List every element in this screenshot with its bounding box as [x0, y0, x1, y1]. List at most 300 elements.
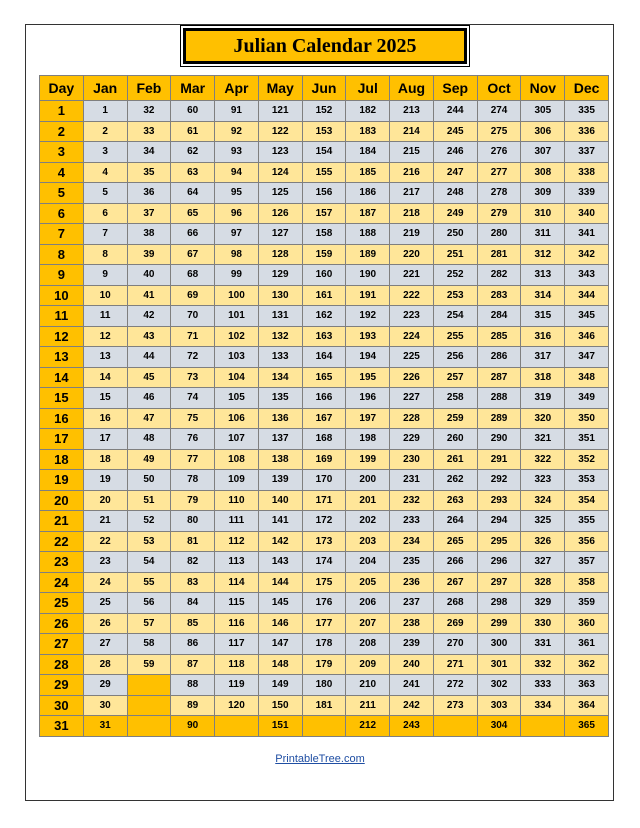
julian-day-cell: 74 — [171, 388, 215, 409]
julian-day-cell: 31 — [83, 716, 127, 737]
julian-day-cell: 47 — [127, 408, 171, 429]
julian-day-cell: 132 — [258, 326, 302, 347]
julian-day-cell: 235 — [390, 552, 434, 573]
julian-day-cell: 92 — [215, 121, 259, 142]
julian-day-cell: 320 — [521, 408, 565, 429]
footer-link[interactable]: PrintableTree.com — [275, 753, 365, 765]
julian-day-cell: 278 — [477, 183, 521, 204]
julian-day-cell: 18 — [83, 449, 127, 470]
julian-day-cell: 115 — [215, 593, 259, 614]
julian-day-cell: 50 — [127, 470, 171, 491]
julian-day-cell: 314 — [521, 285, 565, 306]
julian-day-cell: 93 — [215, 142, 259, 163]
julian-day-cell: 28 — [83, 654, 127, 675]
day-number: 14 — [40, 367, 84, 388]
julian-day-cell: 321 — [521, 429, 565, 450]
julian-day-cell: 186 — [346, 183, 390, 204]
julian-day-cell: 201 — [346, 490, 390, 511]
julian-day-cell: 336 — [565, 121, 609, 142]
julian-day-cell: 287 — [477, 367, 521, 388]
julian-day-cell: 71 — [171, 326, 215, 347]
julian-day-cell: 271 — [433, 654, 477, 675]
day-number: 8 — [40, 244, 84, 265]
julian-day-cell: 52 — [127, 511, 171, 532]
julian-day-cell: 283 — [477, 285, 521, 306]
julian-day-cell: 226 — [390, 367, 434, 388]
julian-day-cell: 302 — [477, 675, 521, 696]
header-row — [40, 76, 609, 101]
julian-day-cell: 215 — [390, 142, 434, 163]
day-number: 9 — [40, 265, 84, 286]
julian-day-cell: 334 — [521, 695, 565, 716]
julian-day-cell: 171 — [302, 490, 346, 511]
day-number: 17 — [40, 429, 84, 450]
day-number: 21 — [40, 511, 84, 532]
julian-day-cell: 297 — [477, 572, 521, 593]
header-month-dec: Dec — [565, 76, 609, 101]
julian-day-cell: 106 — [215, 408, 259, 429]
julian-day-cell: 45 — [127, 367, 171, 388]
julian-day-cell: 81 — [171, 531, 215, 552]
day-number: 16 — [40, 408, 84, 429]
julian-day-cell: 335 — [565, 101, 609, 122]
table-row — [40, 511, 609, 532]
julian-day-cell: 12 — [83, 326, 127, 347]
table-row — [40, 142, 609, 163]
julian-day-cell: 307 — [521, 142, 565, 163]
julian-day-cell: 258 — [433, 388, 477, 409]
julian-day-cell: 295 — [477, 531, 521, 552]
julian-day-cell: 341 — [565, 224, 609, 245]
julian-day-cell: 48 — [127, 429, 171, 450]
julian-day-cell: 233 — [390, 511, 434, 532]
julian-day-cell: 43 — [127, 326, 171, 347]
julian-day-cell: 189 — [346, 244, 390, 265]
day-number: 27 — [40, 634, 84, 655]
julian-day-cell: 83 — [171, 572, 215, 593]
day-number: 5 — [40, 183, 84, 204]
day-number: 26 — [40, 613, 84, 634]
julian-day-cell: 27 — [83, 634, 127, 655]
julian-day-cell — [433, 716, 477, 737]
julian-day-cell: 108 — [215, 449, 259, 470]
julian-day-cell: 211 — [346, 695, 390, 716]
julian-day-cell: 10 — [83, 285, 127, 306]
julian-day-cell: 359 — [565, 593, 609, 614]
julian-day-cell: 79 — [171, 490, 215, 511]
julian-day-cell: 252 — [433, 265, 477, 286]
julian-day-cell: 348 — [565, 367, 609, 388]
julian-day-cell: 17 — [83, 429, 127, 450]
day-number: 19 — [40, 470, 84, 491]
julian-day-cell: 357 — [565, 552, 609, 573]
julian-day-cell: 147 — [258, 634, 302, 655]
julian-day-cell: 23 — [83, 552, 127, 573]
julian-day-cell: 282 — [477, 265, 521, 286]
julian-day-cell: 316 — [521, 326, 565, 347]
table-row — [40, 367, 609, 388]
julian-day-cell: 275 — [477, 121, 521, 142]
julian-day-cell: 322 — [521, 449, 565, 470]
julian-day-cell: 232 — [390, 490, 434, 511]
julian-day-cell: 222 — [390, 285, 434, 306]
julian-day-cell: 361 — [565, 634, 609, 655]
julian-day-cell: 100 — [215, 285, 259, 306]
julian-day-cell: 244 — [433, 101, 477, 122]
julian-day-cell: 260 — [433, 429, 477, 450]
day-number: 2 — [40, 121, 84, 142]
header-month-feb: Feb — [127, 76, 171, 101]
day-number: 29 — [40, 675, 84, 696]
julian-day-cell: 85 — [171, 613, 215, 634]
julian-day-cell: 221 — [390, 265, 434, 286]
julian-day-cell: 21 — [83, 511, 127, 532]
julian-day-cell: 72 — [171, 347, 215, 368]
day-number: 1 — [40, 101, 84, 122]
julian-day-cell: 250 — [433, 224, 477, 245]
julian-day-cell: 364 — [565, 695, 609, 716]
julian-day-cell: 104 — [215, 367, 259, 388]
julian-day-cell: 219 — [390, 224, 434, 245]
day-number: 11 — [40, 306, 84, 327]
julian-day-cell: 35 — [127, 162, 171, 183]
julian-day-cell: 181 — [302, 695, 346, 716]
julian-day-cell: 343 — [565, 265, 609, 286]
julian-day-cell: 299 — [477, 613, 521, 634]
julian-day-cell: 274 — [477, 101, 521, 122]
julian-day-cell: 276 — [477, 142, 521, 163]
julian-day-cell: 309 — [521, 183, 565, 204]
julian-day-cell: 112 — [215, 531, 259, 552]
julian-day-cell: 19 — [83, 470, 127, 491]
julian-day-cell: 273 — [433, 695, 477, 716]
julian-day-cell: 64 — [171, 183, 215, 204]
julian-day-cell: 110 — [215, 490, 259, 511]
julian-day-cell: 280 — [477, 224, 521, 245]
julian-day-cell: 319 — [521, 388, 565, 409]
julian-day-cell: 66 — [171, 224, 215, 245]
table-row — [40, 244, 609, 265]
julian-day-cell: 141 — [258, 511, 302, 532]
julian-day-cell: 139 — [258, 470, 302, 491]
julian-day-cell: 365 — [565, 716, 609, 737]
table-row — [40, 634, 609, 655]
julian-day-cell: 358 — [565, 572, 609, 593]
julian-day-cell: 345 — [565, 306, 609, 327]
julian-day-cell: 134 — [258, 367, 302, 388]
julian-day-cell: 34 — [127, 142, 171, 163]
julian-day-cell: 270 — [433, 634, 477, 655]
header-month-sep: Sep — [433, 76, 477, 101]
julian-day-cell: 196 — [346, 388, 390, 409]
julian-day-cell: 36 — [127, 183, 171, 204]
julian-day-cell: 288 — [477, 388, 521, 409]
julian-day-cell: 315 — [521, 306, 565, 327]
julian-day-cell: 37 — [127, 203, 171, 224]
julian-day-cell: 87 — [171, 654, 215, 675]
julian-day-cell: 172 — [302, 511, 346, 532]
julian-day-cell: 203 — [346, 531, 390, 552]
julian-day-cell: 146 — [258, 613, 302, 634]
julian-day-cell: 254 — [433, 306, 477, 327]
julian-day-cell: 153 — [302, 121, 346, 142]
julian-day-cell: 86 — [171, 634, 215, 655]
table-row — [40, 675, 609, 696]
julian-day-cell: 15 — [83, 388, 127, 409]
header-month-jan: Jan — [83, 76, 127, 101]
page-title: Julian Calendar 2025 — [233, 34, 417, 57]
julian-day-cell: 324 — [521, 490, 565, 511]
julian-day-cell: 25 — [83, 593, 127, 614]
julian-day-cell: 303 — [477, 695, 521, 716]
julian-day-cell: 179 — [302, 654, 346, 675]
day-number: 4 — [40, 162, 84, 183]
julian-day-cell: 193 — [346, 326, 390, 347]
julian-day-cell: 55 — [127, 572, 171, 593]
julian-day-cell: 131 — [258, 306, 302, 327]
julian-day-cell: 208 — [346, 634, 390, 655]
table-row — [40, 347, 609, 368]
julian-day-cell: 332 — [521, 654, 565, 675]
julian-day-cell: 304 — [477, 716, 521, 737]
julian-day-cell: 356 — [565, 531, 609, 552]
julian-day-cell: 168 — [302, 429, 346, 450]
julian-day-cell: 170 — [302, 470, 346, 491]
julian-day-cell: 218 — [390, 203, 434, 224]
julian-day-cell: 30 — [83, 695, 127, 716]
julian-day-cell: 265 — [433, 531, 477, 552]
julian-day-cell: 362 — [565, 654, 609, 675]
julian-day-cell: 294 — [477, 511, 521, 532]
julian-day-cell: 337 — [565, 142, 609, 163]
julian-day-cell: 133 — [258, 347, 302, 368]
julian-day-cell: 9 — [83, 265, 127, 286]
julian-day-cell: 272 — [433, 675, 477, 696]
table-row — [40, 572, 609, 593]
julian-day-cell: 6 — [83, 203, 127, 224]
julian-day-cell: 103 — [215, 347, 259, 368]
julian-day-cell: 306 — [521, 121, 565, 142]
julian-day-cell: 158 — [302, 224, 346, 245]
julian-day-cell: 138 — [258, 449, 302, 470]
julian-day-cell: 73 — [171, 367, 215, 388]
table-row — [40, 183, 609, 204]
julian-calendar-table — [39, 75, 609, 737]
julian-day-cell: 14 — [83, 367, 127, 388]
day-number: 24 — [40, 572, 84, 593]
day-number: 28 — [40, 654, 84, 675]
day-number: 20 — [40, 490, 84, 511]
julian-day-cell: 53 — [127, 531, 171, 552]
julian-day-cell: 351 — [565, 429, 609, 450]
julian-day-cell: 342 — [565, 244, 609, 265]
table-row — [40, 552, 609, 573]
julian-day-cell: 54 — [127, 552, 171, 573]
julian-day-cell: 264 — [433, 511, 477, 532]
julian-day-cell: 246 — [433, 142, 477, 163]
julian-day-cell: 130 — [258, 285, 302, 306]
julian-day-cell: 198 — [346, 429, 390, 450]
julian-day-cell: 253 — [433, 285, 477, 306]
day-number: 15 — [40, 388, 84, 409]
julian-day-cell: 126 — [258, 203, 302, 224]
julian-day-cell: 236 — [390, 572, 434, 593]
julian-day-cell: 68 — [171, 265, 215, 286]
julian-day-cell: 217 — [390, 183, 434, 204]
julian-day-cell: 212 — [346, 716, 390, 737]
julian-day-cell: 33 — [127, 121, 171, 142]
julian-day-cell: 352 — [565, 449, 609, 470]
julian-day-cell: 78 — [171, 470, 215, 491]
julian-day-cell: 117 — [215, 634, 259, 655]
julian-day-cell: 251 — [433, 244, 477, 265]
julian-day-cell: 116 — [215, 613, 259, 634]
julian-day-cell: 228 — [390, 408, 434, 429]
julian-day-cell: 157 — [302, 203, 346, 224]
julian-day-cell: 128 — [258, 244, 302, 265]
header-month-nov: Nov — [521, 76, 565, 101]
julian-day-cell: 317 — [521, 347, 565, 368]
julian-day-cell: 289 — [477, 408, 521, 429]
julian-day-cell: 101 — [215, 306, 259, 327]
julian-day-cell: 291 — [477, 449, 521, 470]
julian-day-cell: 105 — [215, 388, 259, 409]
julian-day-cell: 76 — [171, 429, 215, 450]
julian-day-cell: 255 — [433, 326, 477, 347]
julian-day-cell: 140 — [258, 490, 302, 511]
julian-day-cell: 107 — [215, 429, 259, 450]
julian-day-cell: 22 — [83, 531, 127, 552]
day-number: 30 — [40, 695, 84, 716]
julian-day-cell: 344 — [565, 285, 609, 306]
table-row — [40, 408, 609, 429]
day-number: 22 — [40, 531, 84, 552]
julian-day-cell: 243 — [390, 716, 434, 737]
julian-day-cell: 199 — [346, 449, 390, 470]
header-day: Day — [40, 76, 84, 101]
julian-day-cell: 70 — [171, 306, 215, 327]
julian-day-cell: 227 — [390, 388, 434, 409]
julian-day-cell — [521, 716, 565, 737]
julian-day-cell: 290 — [477, 429, 521, 450]
table-row — [40, 716, 609, 737]
day-number: 18 — [40, 449, 84, 470]
julian-day-cell: 109 — [215, 470, 259, 491]
julian-day-cell: 90 — [171, 716, 215, 737]
julian-day-cell: 49 — [127, 449, 171, 470]
julian-day-cell: 301 — [477, 654, 521, 675]
julian-day-cell: 279 — [477, 203, 521, 224]
table-row — [40, 306, 609, 327]
julian-day-cell: 284 — [477, 306, 521, 327]
julian-day-cell: 111 — [215, 511, 259, 532]
julian-day-cell: 339 — [565, 183, 609, 204]
julian-day-cell: 161 — [302, 285, 346, 306]
day-number: 6 — [40, 203, 84, 224]
day-number: 12 — [40, 326, 84, 347]
table-row — [40, 695, 609, 716]
julian-day-cell: 197 — [346, 408, 390, 429]
julian-day-cell: 269 — [433, 613, 477, 634]
julian-day-cell: 298 — [477, 593, 521, 614]
julian-day-cell: 340 — [565, 203, 609, 224]
julian-day-cell: 5 — [83, 183, 127, 204]
julian-day-cell: 184 — [346, 142, 390, 163]
julian-day-cell: 143 — [258, 552, 302, 573]
julian-day-cell: 234 — [390, 531, 434, 552]
table-row — [40, 531, 609, 552]
julian-day-cell: 159 — [302, 244, 346, 265]
table-row — [40, 224, 609, 245]
julian-day-cell — [127, 695, 171, 716]
table-row — [40, 593, 609, 614]
julian-day-cell: 44 — [127, 347, 171, 368]
julian-day-cell: 183 — [346, 121, 390, 142]
day-number: 31 — [40, 716, 84, 737]
julian-day-cell: 313 — [521, 265, 565, 286]
header-month-jun: Jun — [302, 76, 346, 101]
julian-day-cell: 65 — [171, 203, 215, 224]
julian-day-cell: 241 — [390, 675, 434, 696]
julian-day-cell: 180 — [302, 675, 346, 696]
julian-day-cell — [127, 716, 171, 737]
julian-day-cell: 205 — [346, 572, 390, 593]
julian-day-cell: 61 — [171, 121, 215, 142]
julian-day-cell: 257 — [433, 367, 477, 388]
julian-day-cell: 29 — [83, 675, 127, 696]
table-row — [40, 654, 609, 675]
julian-day-cell: 214 — [390, 121, 434, 142]
header-month-aug: Aug — [390, 76, 434, 101]
julian-day-cell: 326 — [521, 531, 565, 552]
julian-day-cell: 26 — [83, 613, 127, 634]
julian-day-cell: 305 — [521, 101, 565, 122]
julian-day-cell: 149 — [258, 675, 302, 696]
table-row — [40, 429, 609, 450]
julian-day-cell: 267 — [433, 572, 477, 593]
julian-day-cell: 144 — [258, 572, 302, 593]
julian-day-cell: 156 — [302, 183, 346, 204]
julian-day-cell: 7 — [83, 224, 127, 245]
julian-day-cell: 248 — [433, 183, 477, 204]
julian-day-cell: 46 — [127, 388, 171, 409]
table-row — [40, 388, 609, 409]
julian-day-cell: 62 — [171, 142, 215, 163]
julian-day-cell: 174 — [302, 552, 346, 573]
julian-day-cell: 229 — [390, 429, 434, 450]
julian-day-cell: 256 — [433, 347, 477, 368]
julian-day-cell: 223 — [390, 306, 434, 327]
julian-day-cell: 152 — [302, 101, 346, 122]
title-banner — [183, 28, 467, 64]
julian-day-cell: 96 — [215, 203, 259, 224]
julian-day-cell: 99 — [215, 265, 259, 286]
julian-day-cell: 202 — [346, 511, 390, 532]
julian-day-cell: 363 — [565, 675, 609, 696]
julian-day-cell: 249 — [433, 203, 477, 224]
julian-day-cell: 296 — [477, 552, 521, 573]
julian-day-cell: 323 — [521, 470, 565, 491]
julian-day-cell: 167 — [302, 408, 346, 429]
julian-day-cell: 176 — [302, 593, 346, 614]
day-number: 7 — [40, 224, 84, 245]
julian-day-cell: 247 — [433, 162, 477, 183]
julian-day-cell: 38 — [127, 224, 171, 245]
header-month-mar: Mar — [171, 76, 215, 101]
julian-day-cell: 58 — [127, 634, 171, 655]
julian-day-cell: 350 — [565, 408, 609, 429]
julian-day-cell: 262 — [433, 470, 477, 491]
